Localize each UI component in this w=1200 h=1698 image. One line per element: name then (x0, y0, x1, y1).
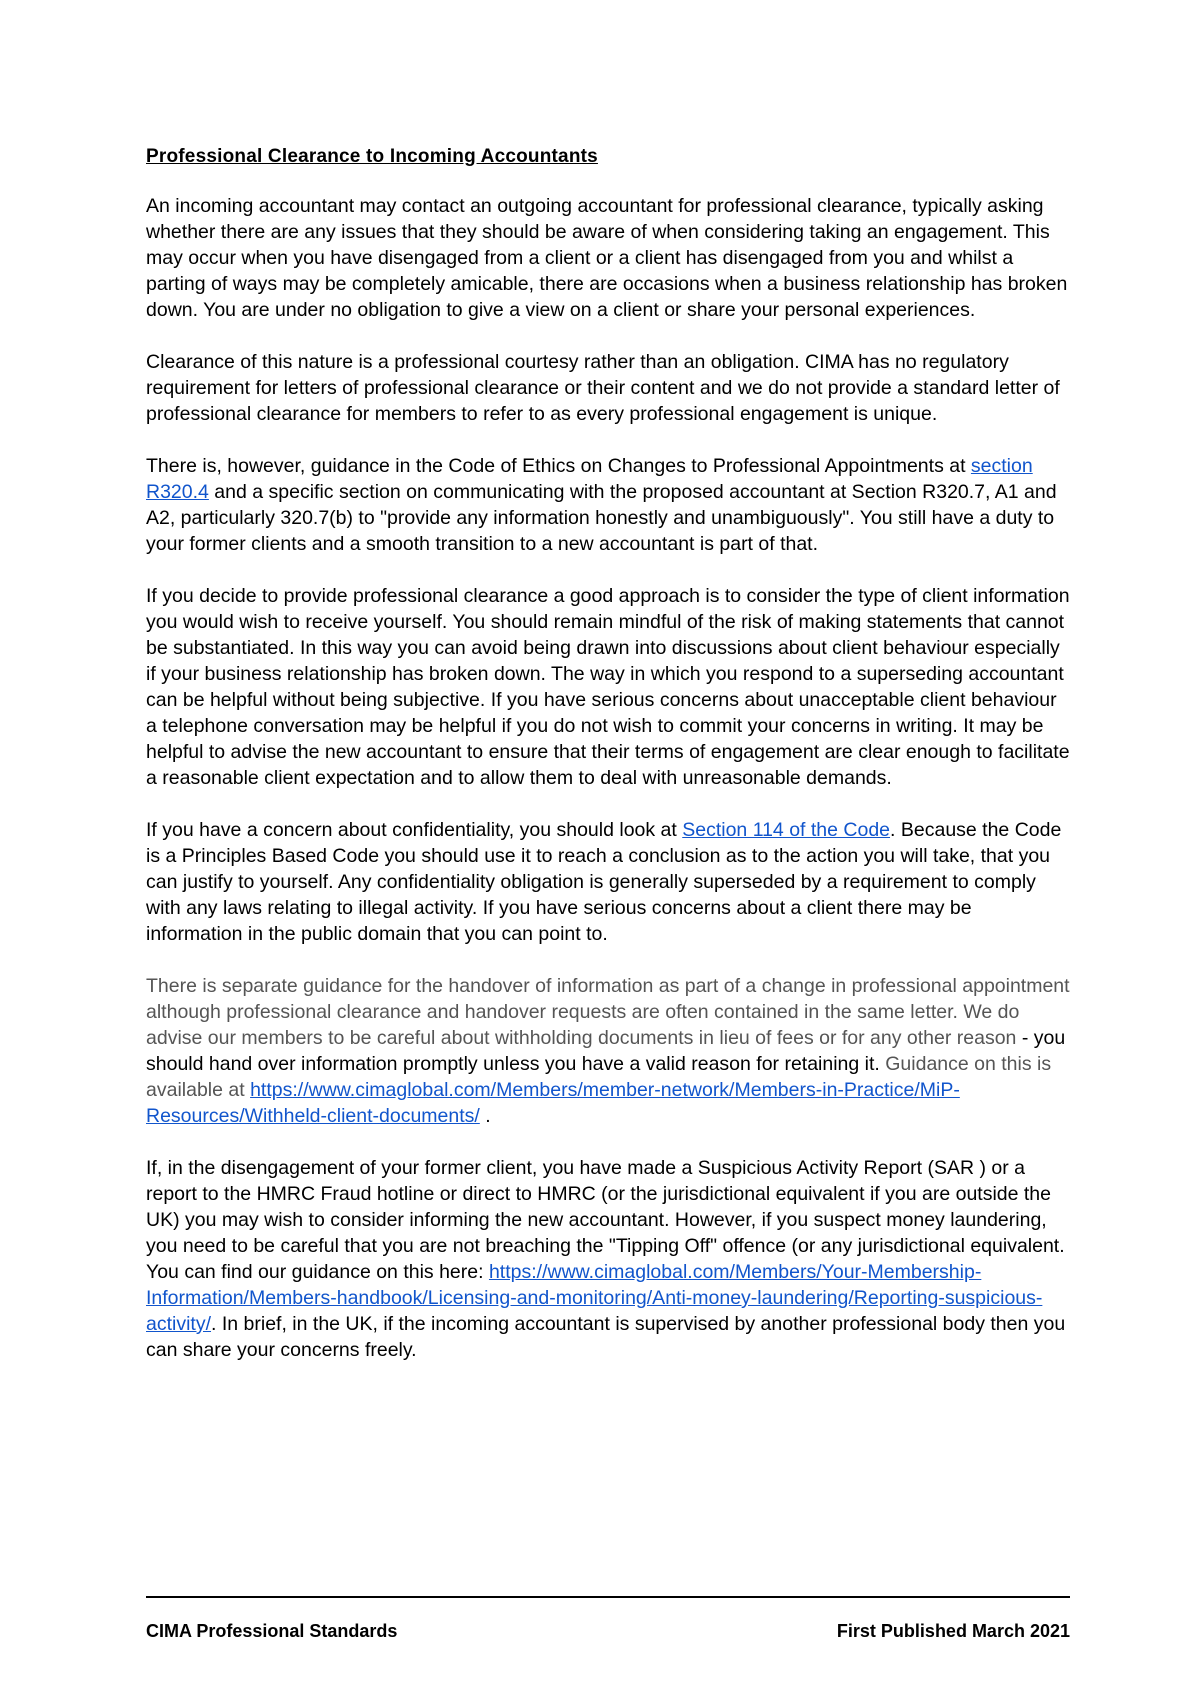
page-title: Professional Clearance to Incoming Accountants (146, 146, 598, 167)
text-segment: and a specific section on communicating with the proposed accountant at Section R320.7, A1 and A2, particularly 320.7(b) to "provide any information honestly and unambiguously". You still have a duty to your former clients and a smooth transition to a new accountant is part of that. (146, 481, 1057, 555)
withheld-documents-link[interactable]: https://www.cimaglobal.com/Members/member-network/Members-in-Practice/MiP-Resources/Withheld-client-documents/ (146, 1079, 960, 1127)
paragraph-sar (146, 1155, 1070, 1363)
text-segment: If, in the disengagement of your former client, you have made a Suspicious Activity Report (SAR ) or a report to the HMRC Fraud hotline or direct to HMRC (or the jurisdictional equivalent if you are outside the UK) you may wish to consider informing the new accountant. However, if you suspect money laundering, you need to be careful that you are not breaching the "Tipping Off" offence (or any jurisdictional equivalent. You can find our guidance on this here: (146, 1157, 1065, 1283)
paragraph-confidentiality (146, 817, 1070, 947)
footer-left-text: CIMA Professional Standards (146, 1621, 398, 1641)
text-segment: If you have a concern about confidentiality, you should look at (146, 819, 683, 841)
text-segment: . (479, 1105, 491, 1127)
document-body (146, 144, 1070, 1389)
paragraph-code-of-ethics (146, 453, 1070, 557)
section-r320-4-link[interactable]: section R320.4 (146, 455, 1033, 503)
paragraph-handover (146, 973, 1070, 1129)
footer-divider (146, 1596, 1070, 1598)
section-114-link[interactable]: Section 114 of the Code (682, 819, 891, 841)
text-segment: There is separate guidance for the handover of information as part of a change in professional appointment although professional clearance and handover requests are often contained in the same letter. We do advise our members to be careful about withholding documents in lieu of fees or for any other reason (146, 975, 1070, 1049)
text-segment: Guidance on this is available at (146, 1053, 1052, 1101)
footer-right-text: First Published March 2021 (836, 1621, 1070, 1641)
paragraph-intro: An incoming accountant may contact an outgoing accountant for professional clearance, typically asking whether there are any issues that they should be aware of when considering taking an engagement. This may occur when you have disengaged from a client or a client has disengaged from you and whilst a parting of ways may be completely amicable, there are occasions when a business relationship has broken down. You are under no obligation to give a view on a client or share your personal experiences. (146, 195, 1068, 321)
text-segment: . Because the Code is a Principles Based Code you should use it to reach a conclusion as to the action you will take, that you can justify to yourself. Any confidentiality obligation is generally superseded by a requirement to comply with any laws relating to illegal activity. If you have serious concerns about a client there may be information in the public domain that you can point to. (146, 819, 1062, 945)
text-segment: There is, however, guidance in the Code of Ethics on Changes to Professional Appointments at (146, 455, 971, 477)
paragraph-approach: If you decide to provide professional clearance a good approach is to consider the type of client information you would wish to receive yourself. You should remain mindful of the risk of making statements that cannot be substantiated. In this way you can avoid being drawn into discussions about client behaviour especially if your business relationship has broken down. The way in which you respond to a superseding accountant can be helpful without being subjective. If you have serious concerns about unacceptable client behaviour a telephone conversation may be helpful if you do not wish to commit your concerns in writing. It may be helpful to advise the new accountant to ensure that their terms of engagement are clear enough to facilitate a reasonable client expectation and to allow them to deal with unreasonable demands. (146, 585, 1070, 789)
paragraph-courtesy: Clearance of this nature is a professional courtesy rather than an obligation. CIMA has no regulatory requirement for letters of professional clearance or their content and we do not provide a standard letter of professional clearance for members to refer to as every professional engagement is unique. (146, 351, 1060, 425)
text-segment: - you should hand over information promptly unless you have a valid reason for retaining it. (146, 1027, 1066, 1075)
text-segment: . In brief, in the UK, if the incoming accountant is supervised by another professional body then you can share your concerns freely. (146, 1313, 1066, 1361)
suspicious-activity-link[interactable]: https://www.cimaglobal.com/Members/Your-Membership-Information/Members-handbook/Licensing-and-monitoring/Anti-money-laundering/Reporting-suspicious-activity/ (146, 1261, 1043, 1335)
